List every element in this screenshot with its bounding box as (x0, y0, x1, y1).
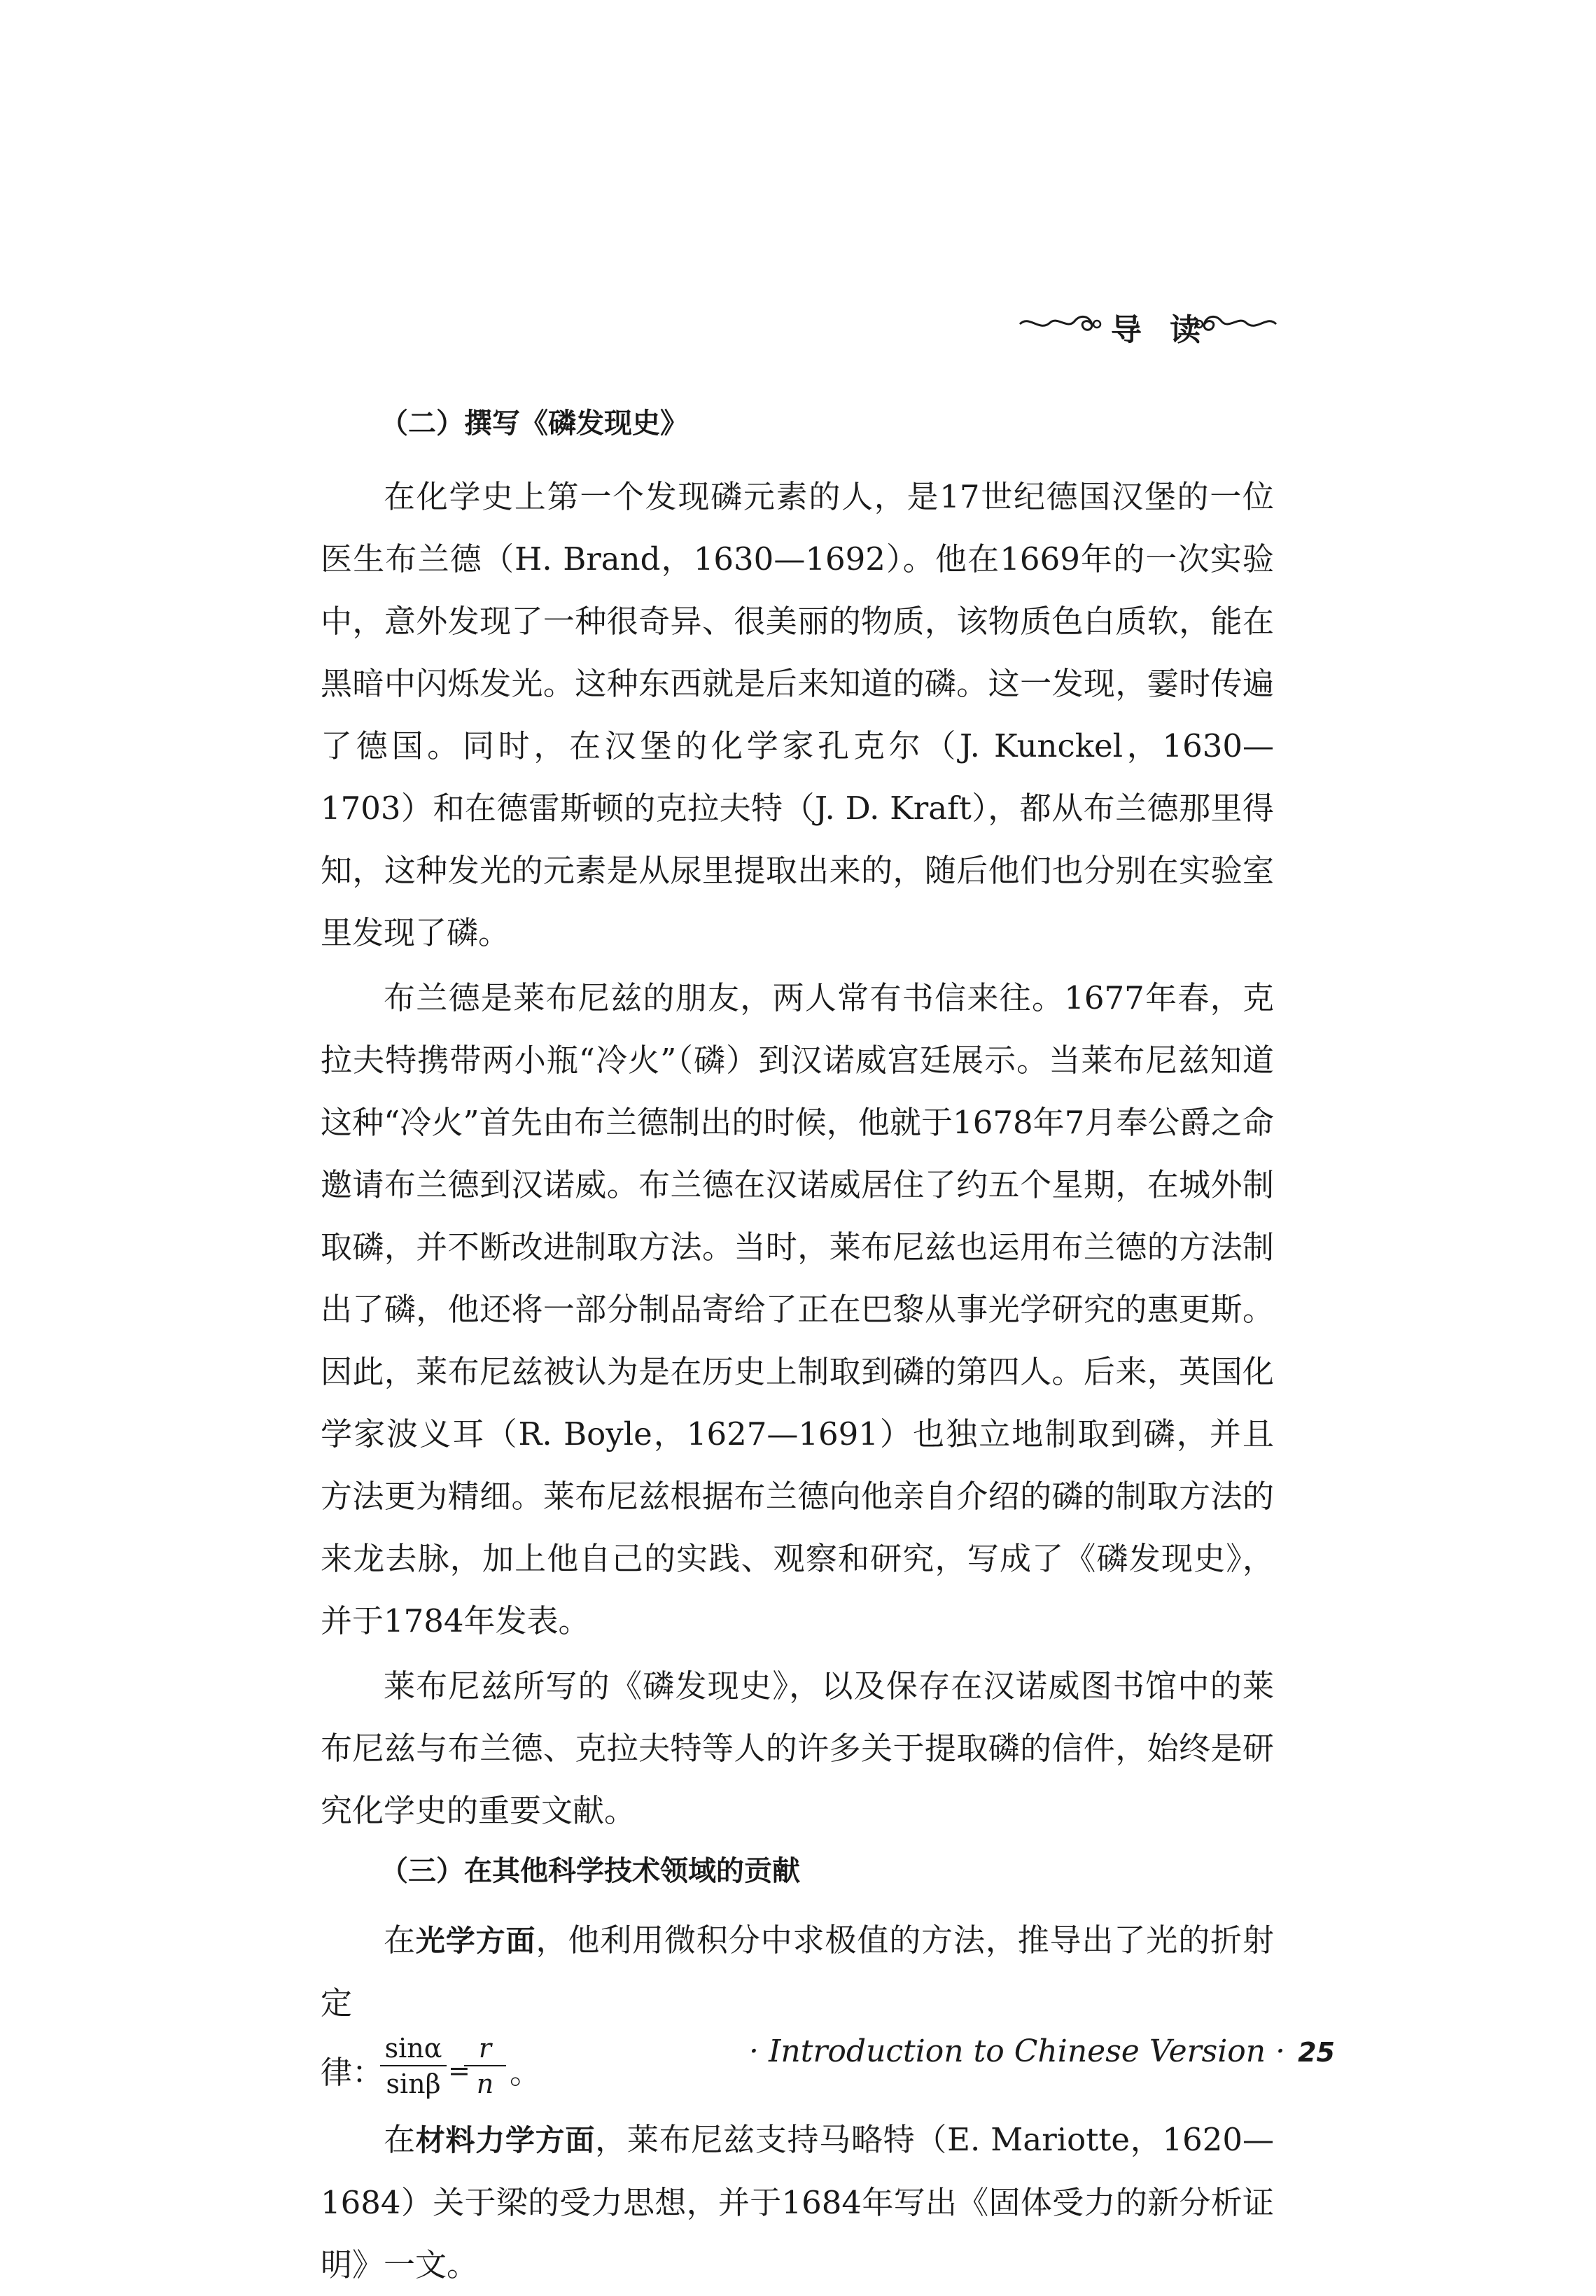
right-ornament-icon (1194, 309, 1278, 337)
optics-prefix: 在 (384, 1921, 416, 1959)
r-over-n-fraction (464, 2031, 506, 2101)
equals-sign: = (448, 2055, 470, 2086)
mechanics-text: ，莱布尼兹支持马略特（E. Mariotte，1620—1684）关于梁的受力思想，并于1684年写出《固体受力的新分析证明》一文。 (321, 2121, 1274, 2283)
optics-text: ，他利用微积分中求极值的方法，推导出了光的折射定 (321, 1921, 1274, 2022)
header-title: 导读 (1111, 312, 1228, 348)
fraction-denominator: sinβ (380, 2065, 447, 2101)
paragraph-mechanics (321, 2108, 1274, 2296)
fraction-numerator-r: r (478, 2033, 492, 2064)
formula-period: 。 (510, 2054, 542, 2091)
section-heading-2: （二）撰写《磷发现史》 (380, 407, 688, 440)
footer-title: · Introduction to Chinese Version · (749, 2033, 1286, 2069)
page-number: 25 (1298, 2037, 1335, 2068)
fraction-numerator: sinα (384, 2033, 442, 2064)
mechanics-keyword: 材料力学方面 (415, 2123, 596, 2157)
law-label: 律： (321, 2054, 384, 2091)
left-ornament-icon (1018, 309, 1102, 337)
sine-ratio-fraction (380, 2031, 447, 2101)
paragraph-3: 莱布尼兹所写的《磷发现史》，以及保存在汉诺威图书馆中的莱布尼兹与布兰德、克拉夫特等人的许多关于提取磷的信件，始终是研究化学史的重要文献。 (321, 1667, 1274, 1829)
page-body (321, 402, 1274, 2296)
mechanics-prefix: 在 (384, 2121, 416, 2158)
optics-keyword: 光学方面 (415, 1924, 536, 1958)
paragraph-1: 在化学史上第一个发现磷元素的人，是17世纪德国汉堡的一位医生布兰德（H. Brand，1630—1692）。他在1669年的一次实验中，意外发现了一种很奇异、很美丽的物质，该物质色白质软，能在黑暗中闪烁发光。这种东西就是后来知道的磷。这一发现，霎时传遍了德国。同时，在汉堡的化学家孔克尔（J. Kunckel，1630—1703）和在德雷斯顿的克拉夫特（J. D. Kraft），都从布兰德那里得知，这种发光的元素是从尿里提取出来的，随后他们也分别在实验室里发现了磷。 (321, 478, 1274, 951)
paragraph-optics (321, 1909, 1274, 2034)
fraction-denominator-n: n (464, 2065, 506, 2101)
section-heading-3: （三）在其他科学技术领域的贡献 (380, 1855, 800, 1887)
paragraph-2: 布兰德是莱布尼兹的朋友，两人常有书信来往。1677年春，克拉夫特携带两小瓶“冷火”（磷）到汉诺威宫廷展示。当莱布尼兹知道这种“冷火”首先由布兰德制出的时候，他就于1678年7月奉公爵之命邀请布兰德到汉诺威。布兰德在汉诺威居住了约五个星期，在城外制取磷，并不断改进制取方法。当时，莱布尼兹也运用布兰德的方法制出了磷，他还将一部分制品寄给了正在巴黎从事光学研究的惠更斯。因此，莱布尼兹被认为是在历史上制取到磷的第四人。后来，英国化学家波义耳（R. Boyle，1627—1691）也独立地制取到磷，并且方法更为精细。莱布尼兹根据布兰德向他亲自介绍的磷的制取方法的来龙去脉，加上他自己的实践、观察和研究，写成了《磷发现史》，并于1784年发表。 (321, 979, 1274, 1639)
running-header (1018, 304, 1278, 346)
running-footer (749, 2033, 1335, 2069)
